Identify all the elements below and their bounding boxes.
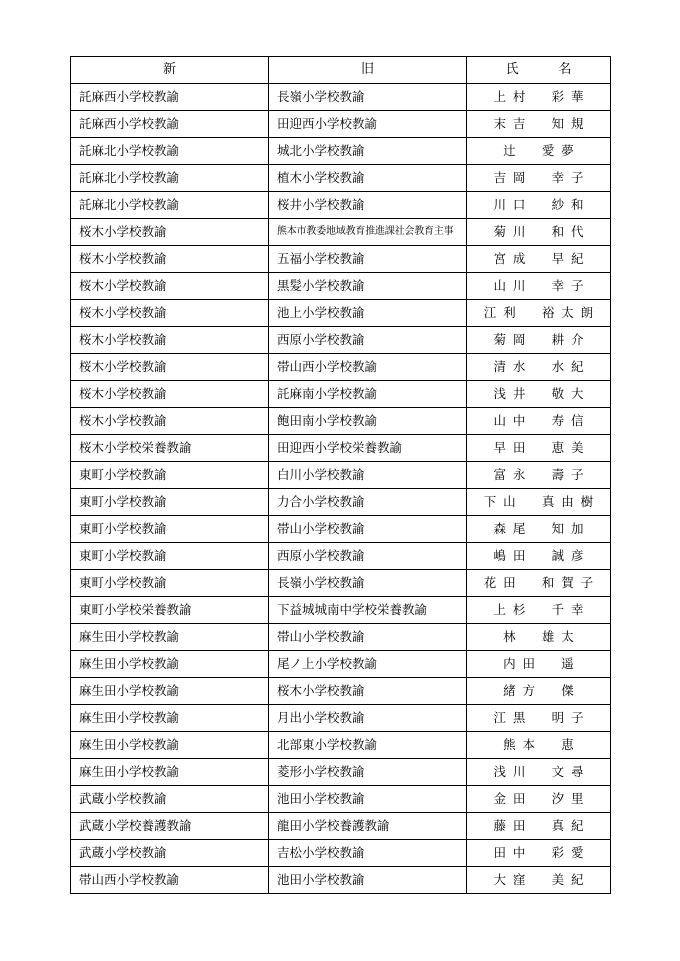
table-row [71,246,611,273]
cell-new-assignment: 託麻北小学校教諭 [71,192,269,219]
cell-new-assignment: 東町小学校教諭 [71,462,269,489]
cell-new-assignment: 武蔵小学校教諭 [71,840,269,867]
cell-person-name [467,759,611,786]
table-row [71,705,611,732]
cell-new-assignment: 桜木小学校教諭 [71,381,269,408]
person-name-text: 辻 愛夢 [503,143,581,158]
cell-previous-assignment: 池上小学校教諭 [269,300,467,327]
table-row [71,624,611,651]
person-name-text: 緒方 傑 [503,683,581,698]
cell-person-name [467,165,611,192]
table-row [71,165,611,192]
person-name-text: 熊本 恵 [503,737,581,752]
cell-new-assignment: 桜木小学校教諭 [71,408,269,435]
cell-previous-assignment: 田迎西小学校教諭 [269,111,467,138]
table-row [71,354,611,381]
cell-new-assignment: 桜木小学校教諭 [71,219,269,246]
cell-previous-assignment: 田迎西小学校栄養教諭 [269,435,467,462]
cell-new-assignment: 託麻北小学校教諭 [71,165,269,192]
cell-person-name [467,516,611,543]
table-row [71,759,611,786]
cell-person-name [467,543,611,570]
cell-person-name [467,300,611,327]
person-name-text: 浅井 敬大 [493,386,591,401]
cell-person-name [467,435,611,462]
table-row [71,84,611,111]
cell-person-name [467,732,611,759]
cell-new-assignment: 麻生田小学校教諭 [71,732,269,759]
cell-previous-assignment: 長嶺小学校教諭 [269,84,467,111]
cell-previous-assignment: 北部東小学校教諭 [269,732,467,759]
person-name-text: 上杉 千幸 [493,602,591,617]
person-name-text: 大窪 美紀 [493,872,591,887]
person-name-text: 山中 寿信 [493,413,591,428]
cell-person-name [467,219,611,246]
person-name-text: 浅川 文尋 [493,764,591,779]
cell-person-name [467,246,611,273]
table-row [71,732,611,759]
cell-new-assignment: 桜木小学校教諭 [71,327,269,354]
column-header-name: 氏 名 [467,57,611,84]
cell-previous-assignment: 西原小学校教諭 [269,327,467,354]
person-name-text: 田中 彩愛 [493,845,591,860]
person-name-text: 早田 恵美 [493,440,591,455]
table-row [71,408,611,435]
table-row [71,570,611,597]
person-name-text: 吉岡 幸子 [493,170,591,185]
personnel-table-container [70,56,610,894]
cell-person-name [467,786,611,813]
person-name-text: 川口 紗和 [493,197,591,212]
cell-new-assignment: 麻生田小学校教諭 [71,759,269,786]
table-row [71,543,611,570]
cell-previous-assignment: 長嶺小学校教諭 [269,570,467,597]
cell-person-name [467,813,611,840]
cell-new-assignment: 東町小学校教諭 [71,570,269,597]
table-row [71,300,611,327]
cell-new-assignment: 桜木小学校教諭 [71,354,269,381]
column-header-old: 旧 [269,57,467,84]
cell-person-name [467,678,611,705]
table-row [71,273,611,300]
cell-previous-assignment: 熊本市教委地域教育推進課社会教育主事 [269,219,467,246]
cell-new-assignment: 託麻北小学校教諭 [71,138,269,165]
cell-previous-assignment: 月出小学校教諭 [269,705,467,732]
cell-person-name [467,489,611,516]
person-name-text: 富永 壽子 [493,467,591,482]
cell-person-name [467,570,611,597]
cell-person-name [467,651,611,678]
cell-previous-assignment: 帯山小学校教諭 [269,624,467,651]
cell-new-assignment: 麻生田小学校教諭 [71,705,269,732]
cell-previous-assignment: 帯山西小学校教諭 [269,354,467,381]
cell-person-name [467,273,611,300]
cell-person-name [467,381,611,408]
table-header-row [71,57,611,84]
cell-previous-assignment: 黒髪小学校教諭 [269,273,467,300]
person-name-text: 上村 彩華 [493,89,591,104]
cell-previous-assignment: 菱形小学校教諭 [269,759,467,786]
cell-previous-assignment: 城北小学校教諭 [269,138,467,165]
table-row [71,462,611,489]
cell-new-assignment: 東町小学校教諭 [71,489,269,516]
cell-new-assignment: 武蔵小学校養護教諭 [71,813,269,840]
person-name-text: 江利 裕太朗 [483,305,601,320]
cell-new-assignment: 桜木小学校栄養教諭 [71,435,269,462]
cell-person-name [467,408,611,435]
table-row [71,138,611,165]
cell-previous-assignment: 西原小学校教諭 [269,543,467,570]
cell-person-name [467,597,611,624]
table-row [71,219,611,246]
person-name-text: 金田 汐里 [493,791,591,806]
table-row [71,489,611,516]
cell-previous-assignment: 五福小学校教諭 [269,246,467,273]
table-row [71,327,611,354]
cell-previous-assignment: 吉松小学校教諭 [269,840,467,867]
table-row [71,813,611,840]
table-row [71,786,611,813]
cell-new-assignment: 東町小学校栄養教諭 [71,597,269,624]
cell-person-name [467,462,611,489]
cell-previous-assignment: 帯山小学校教諭 [269,516,467,543]
cell-new-assignment: 東町小学校教諭 [71,543,269,570]
cell-previous-assignment: 飽田南小学校教諭 [269,408,467,435]
table-header [71,57,611,84]
cell-previous-assignment: 託麻南小学校教諭 [269,381,467,408]
person-name-text: 藤田 真紀 [493,818,591,833]
cell-person-name [467,867,611,894]
cell-person-name [467,327,611,354]
cell-person-name [467,840,611,867]
person-name-text: 内田 遥 [503,656,581,671]
cell-previous-assignment: 下益城城南中学校栄養教諭 [269,597,467,624]
person-name-text: 清水 水紀 [493,359,591,374]
table-row [71,192,611,219]
person-name-text: 嶋田 誠彦 [493,548,591,563]
person-name-text: 森尾 知加 [493,521,591,536]
cell-new-assignment: 麻生田小学校教諭 [71,678,269,705]
cell-previous-assignment: 白川小学校教諭 [269,462,467,489]
cell-person-name [467,624,611,651]
cell-previous-assignment: 尾ノ上小学校教諭 [269,651,467,678]
table-row [71,435,611,462]
person-name-text: 末吉 知規 [493,116,591,131]
cell-person-name [467,84,611,111]
person-name-text: 下山 真由樹 [483,494,601,509]
cell-previous-assignment: 龍田小学校養護教諭 [269,813,467,840]
cell-new-assignment: 麻生田小学校教諭 [71,624,269,651]
person-name-text: 江黒 明子 [493,710,591,725]
cell-new-assignment: 桜木小学校教諭 [71,273,269,300]
cell-person-name [467,111,611,138]
cell-previous-assignment: 植木小学校教諭 [269,165,467,192]
person-name-text: 花田 和賀子 [483,575,601,590]
person-name-text: 林 雄太 [503,629,581,644]
table-row [71,381,611,408]
cell-person-name [467,705,611,732]
cell-previous-assignment: 桜井小学校教諭 [269,192,467,219]
cell-new-assignment: 桜木小学校教諭 [71,246,269,273]
table-row [71,678,611,705]
cell-person-name [467,354,611,381]
cell-previous-assignment: 力合小学校教諭 [269,489,467,516]
table-row [71,597,611,624]
cell-new-assignment: 武蔵小学校教諭 [71,786,269,813]
person-name-text: 菊岡 耕介 [493,332,591,347]
cell-person-name [467,192,611,219]
table-row [71,516,611,543]
cell-previous-assignment: 池田小学校教諭 [269,786,467,813]
cell-previous-assignment: 桜木小学校教諭 [269,678,467,705]
person-name-text: 山川 幸子 [493,278,591,293]
cell-person-name [467,138,611,165]
cell-previous-assignment: 池田小学校教諭 [269,867,467,894]
cell-new-assignment: 東町小学校教諭 [71,516,269,543]
cell-new-assignment: 託麻西小学校教諭 [71,111,269,138]
cell-new-assignment: 麻生田小学校教諭 [71,651,269,678]
person-name-text: 宮成 早紀 [493,251,591,266]
cell-new-assignment: 帯山西小学校教諭 [71,867,269,894]
cell-new-assignment: 託麻西小学校教諭 [71,84,269,111]
column-header-new: 新 [71,57,269,84]
table-row [71,111,611,138]
table-row [71,840,611,867]
table-body [71,84,611,894]
table-row [71,867,611,894]
personnel-transfer-table [70,56,611,894]
table-row [71,651,611,678]
cell-new-assignment: 桜木小学校教諭 [71,300,269,327]
person-name-text: 菊川 和代 [493,224,591,239]
